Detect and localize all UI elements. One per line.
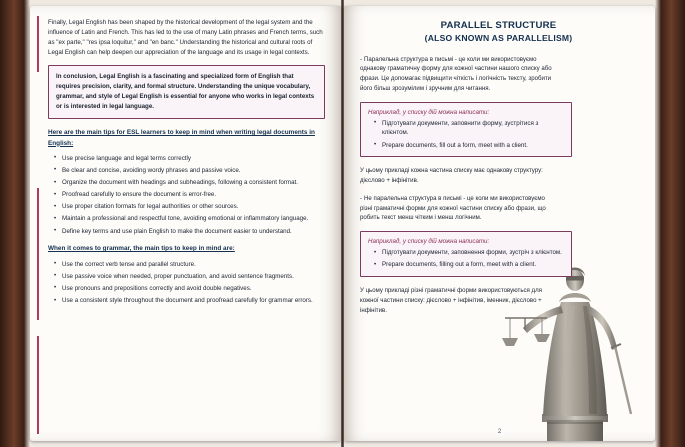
grammar-heading: When it comes to grammar, the main tips to keep in mind are: <box>48 245 235 253</box>
list-item: • Define key terms and use plain English to make the document easier to understand. <box>57 227 325 237</box>
margin-accent-mark-2 <box>37 188 39 320</box>
example-callout-1 <box>360 102 572 158</box>
list-item: • Prepare documents, fill out a form, meet with a client. <box>377 141 564 151</box>
list-item: • Підготувати документи, заповнення форми, зустріч з клієнтом. <box>377 248 564 258</box>
page-title-line2: (ALSO KNOWN AS PARALLELISM) <box>424 32 573 43</box>
margin-accent-mark <box>37 16 39 72</box>
left-page <box>30 6 341 441</box>
list-item: • Use a consistent style throughout the document and proofread carefully for grammar errors. <box>57 296 325 306</box>
list-item: • Use passive voice when needed, proper punctuation, and avoid sentence fragments. <box>57 272 325 282</box>
list-item: • Use proper citation formats for legal authorities or other sources. <box>57 202 325 212</box>
page-title <box>360 20 637 45</box>
list-item: • Use precise language and legal terms correctly <box>57 154 325 164</box>
after-example-1-paragraph: У цьому прикладі кожна частина списку має однакову структуру: дієслово + інфінітив. <box>360 167 543 185</box>
list-item: • Use the correct verb tense and parallel structure. <box>57 260 325 270</box>
list-item: • Be clear and concise, avoiding wordy phrases and passive voice. <box>57 166 325 176</box>
list-item: • Organize the document with headings and subheadings, following a consistent format. <box>57 178 325 188</box>
tips-heading: Here are the main tips for ESL learners to keep in mind when writing legal documents in English: <box>48 129 315 147</box>
example-callout-2 <box>360 231 572 277</box>
list-item: • Prepare documents, filling out a form, meet with a client. <box>377 260 564 270</box>
list-item: • Підготувати документи, заповнити форму, зустрітися з клієнтом. <box>377 119 564 139</box>
after-example-2-paragraph: У цьому прикладі різні граматичні форми використовуються для кожної частини списку: дієслово + інфінітив, іменник, дієслово + інфінітив. <box>360 287 542 314</box>
conclusion-callout <box>48 65 325 119</box>
grammar-tips-list <box>48 260 325 306</box>
tips-list <box>48 154 325 237</box>
list-item: • Maintain a professional and respectful tone, avoiding emotional or inflammatory language. <box>57 214 325 224</box>
right-page <box>344 6 655 441</box>
page-title-line1: PARALLEL STRUCTURE <box>440 20 557 31</box>
non-parallel-intro-paragraph: - Не паралельна структура в письмі - це коли ми використовуємо різні граматичні форми для кожної частини списку або фрази, що робить текст менш чітким і менш логічним. <box>360 194 556 223</box>
list-item: • Proofread carefully to ensure the document is error-free. <box>57 190 325 200</box>
intro-paragraph: Finally, Legal English has been shaped by the historical development of the legal system and the influence of Latin and French. This has led to the use of many Latin phrases and French terms, such as "ex parte," "res ipsa loquitur," and "en banc." Understanding the historical and cultural roots of Legal English can help deepen our appreciation of the language and its usage in legal contexts. <box>48 19 323 57</box>
conclusion-text: In conclusion, Legal English is a fascinating and specialized form of English that requires precision, clarity, and formal structure. Understanding the unique vocabulary, grammar, and style of Legal English is essential for anyone who works in legal contexts or is interested in legal language. <box>56 73 315 111</box>
example-1-title: Наприклад, у списку дій можна написати: <box>368 108 490 116</box>
margin-accent-mark-3 <box>37 336 39 434</box>
example-2-title: Наприклад, у списку дій можна написати: <box>368 238 490 246</box>
page-number: 2 <box>497 429 502 435</box>
list-item: • Use pronouns and prepositions correctly and avoid double negatives. <box>57 284 325 294</box>
parallel-intro-paragraph: - Паралельна структура в письмі - це коли ми використовуємо однакову граматичну форму для кожної частини нашого списку або фрази. Це допомагає підвищити чіткість і логічність тексту, зробити його більш зрозумілим і зручним для читання. <box>360 55 556 94</box>
